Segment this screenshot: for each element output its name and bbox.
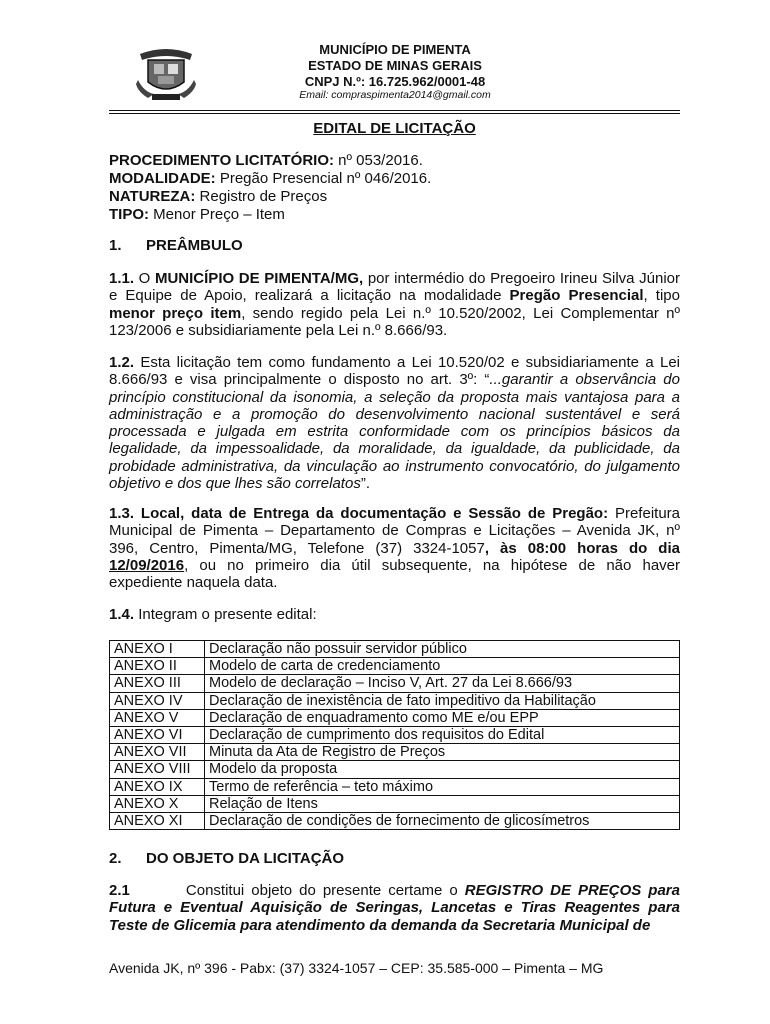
header-municipality: MUNICÍPIO DE PIMENTA [319, 42, 471, 57]
paragraph-1-3: 1.3. Local, data de Entrega da documentação e Sessão de Pregão: Prefeitura Municipal de Pimenta – Departamento de Compras e Licitações – Avenida JK, nº 396, Centro, Pimenta/MG, Telefone (37) 3324-1057, às 08:00 horas do dia 12/09/2016, ou no primeiro dia útil subsequente, na hipótese de não haver expediente naquela data. [109, 505, 681, 592]
document-title: EDITAL DE LICITAÇÃO [313, 120, 476, 137]
table-row: ANEXO VIII Modelo da proposta [110, 761, 680, 778]
paragraph-1-2: 1.2. Esta licitação tem como fundamento a Lei 10.520/02 e subsidiariamente a Lei 8.666/93 e visa principalmente o disposto no art. 3º: “...garantir a observância do princípio constitucional da isonomia, a seleção da proposta mais vantajosa para a administração e a promoção do desenvolvimento nacional sustentável e será processada e julgada em estrita conformidade com os princípios básicos da legalidade, da impessoalidade, da moralidade, da igualdade, da publicidade, da probidade administrativa, da vinculação ao instrumento convocatório, do julgamento objetivo e dos que lhes são correlatos”. [109, 354, 680, 493]
table-row: ANEXO II Modelo de carta de credenciamento [110, 658, 680, 675]
table-row: ANEXO VI Declaração de cumprimento dos requisitos do Edital [110, 727, 680, 744]
table-row: ANEXO IX Termo de referência – teto máximo [110, 778, 680, 795]
table-row: ANEXO III Modelo de declaração – Inciso V, Art. 27 da Lei 8.666/93 [110, 675, 680, 692]
municipal-coat-of-arms [134, 46, 198, 102]
section-heading-preambulo: 1. PREÂMBULO [109, 237, 243, 254]
header-state: ESTADO DE MINAS GERAIS [308, 58, 482, 73]
annex-table [109, 640, 680, 830]
header-divider-2 [109, 113, 680, 114]
table-row: ANEXO VII Minuta da Ata de Registro de Preços [110, 744, 680, 761]
paragraph-1-4: 1.4. Integram o presente edital: [109, 606, 317, 623]
table-row: ANEXO XI Declaração de condições de fornecimento de glicosímetros [110, 813, 680, 830]
table-row: ANEXO IV Declaração de inexistência de fato impeditivo da Habilitação [110, 692, 680, 709]
header-cnpj: CNPJ N.º: 16.725.962/0001-48 [304, 74, 486, 89]
paragraph-1-1: 1.1. O MUNICÍPIO DE PIMENTA/MG, por intermédio do Pregoeiro Irineu Silva Júnior e Equipe de Apoio, realizará a licitação na modalidade Pregão Presencial, tipo menor preço item, sendo regido pela Lei n.º 10.520/2002, Lei Complementar nº 123/2006 e subsidiariamente pela Lei n.º 8.666/93. [109, 270, 680, 339]
meta-natureza: NATUREZA: Registro de Preços [109, 188, 328, 205]
header-email: Email: compraspimenta2014@gmail.com [299, 89, 491, 101]
meta-tipo: TIPO: Menor Preço – Item [109, 206, 285, 223]
page-footer: Avenida JK, nº 396 - Pabx: (37) 3324-1057 – CEP: 35.585-000 – Pimenta – MG [109, 960, 604, 976]
meta-modalidade: MODALIDADE: Pregão Presencial nº 046/2016. [109, 170, 432, 187]
table-row: ANEXO I Declaração não possuir servidor público [110, 641, 680, 658]
section-heading-objeto: 2. DO OBJETO DA LICITAÇÃO [109, 850, 345, 867]
table-row: ANEXO V Declaração de enquadramento como ME e/ou EPP [110, 709, 680, 726]
paragraph-2-1: 2.1 Constitui objeto do presente certame o REGISTRO DE PREÇOS para Futura e Eventual Aquisição de Seringas, Lancetas e Tiras Reagentes para Teste de Glicemia para atendimento da demanda da Secretaria Municipal de [109, 882, 680, 934]
table-row: ANEXO X Relação de Itens [110, 795, 680, 812]
meta-procedimento: PROCEDIMENTO LICITATÓRIO: nº 053/2016. [109, 152, 423, 169]
header-divider [109, 110, 680, 111]
